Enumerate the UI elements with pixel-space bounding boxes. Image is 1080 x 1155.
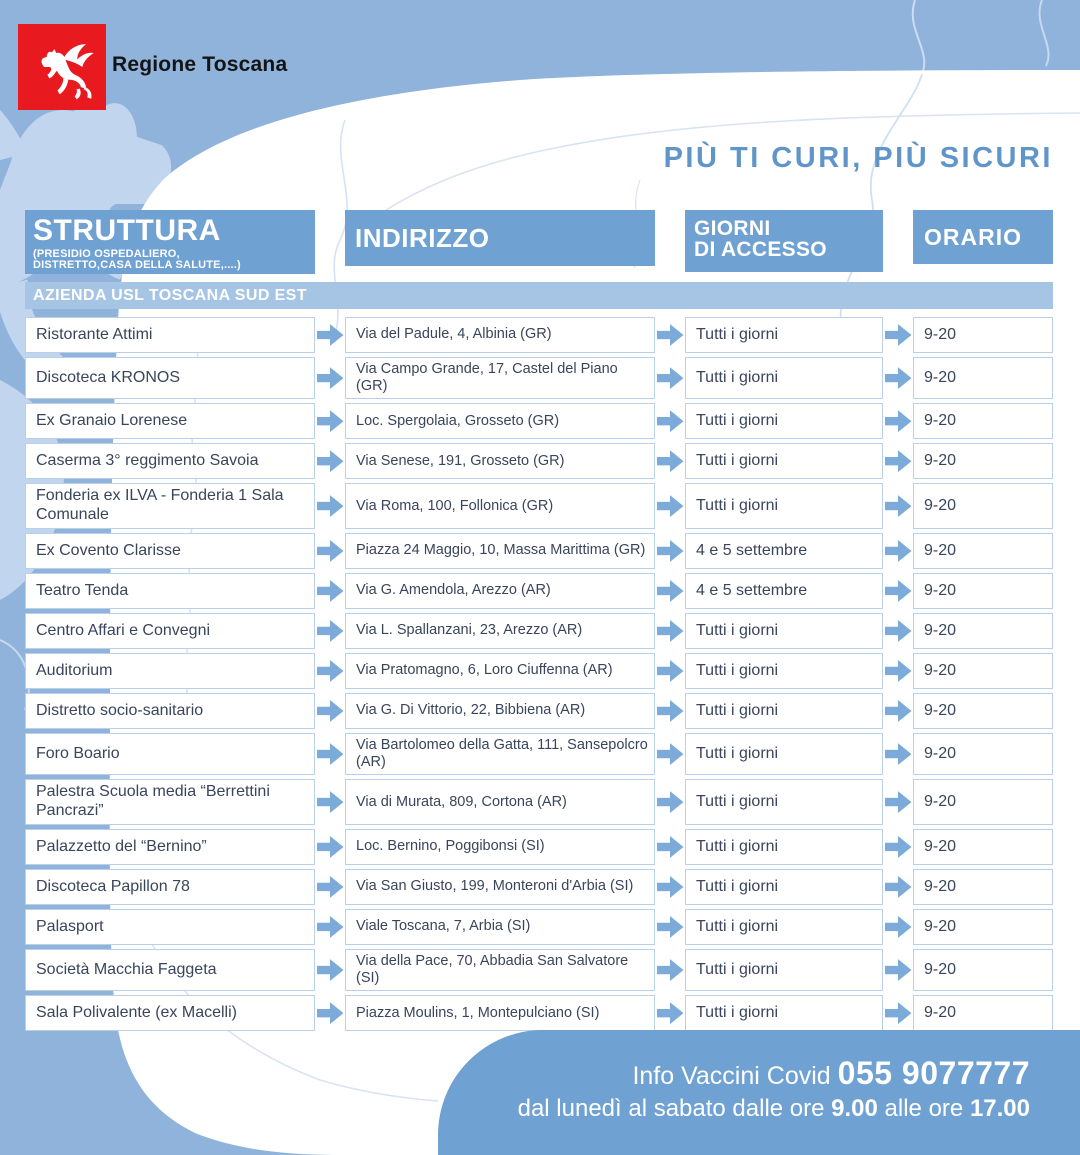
indirizzo-cell: Via Senese, 191, Grosseto (GR) [345, 443, 655, 479]
indirizzo-cell: Via G. Di Vittorio, 22, Bibbiena (AR) [345, 693, 655, 729]
arrow-right-icon [885, 322, 912, 348]
orario-cell: 9-20 [913, 483, 1053, 529]
arrow-right-icon [885, 957, 912, 983]
indirizzo-cell: Viale Toscana, 7, Arbia (SI) [345, 909, 655, 945]
arrow-right-icon [885, 578, 912, 604]
arrow-right-icon [657, 741, 684, 767]
arrow-right-icon [885, 914, 912, 940]
arrow-right-icon [885, 698, 912, 724]
indirizzo-cell: Via Campo Grande, 17, Castel del Piano (GR) [345, 357, 655, 399]
giorni-cell: Tutti i giorni [685, 317, 883, 353]
arrow-right-icon [885, 408, 912, 434]
orario-cell: 9-20 [913, 909, 1053, 945]
table-row [25, 995, 1053, 1031]
table-row [25, 573, 1053, 609]
arrow-right-icon [657, 658, 684, 684]
arrow-right-icon [317, 448, 344, 474]
struttura-cell: Centro Affari e Convegni [25, 613, 315, 649]
struttura-cell: Discoteca Papillon 78 [25, 869, 315, 905]
table-row [25, 869, 1053, 905]
arrow-right-icon [317, 408, 344, 434]
regione-toscana-logo [18, 24, 106, 110]
giorni-cell: Tutti i giorni [685, 357, 883, 399]
table-row [25, 733, 1053, 775]
footer-info-box [438, 1030, 1080, 1155]
indirizzo-cell: Via di Murata, 809, Cortona (AR) [345, 779, 655, 825]
table-row [25, 443, 1053, 479]
arrow-right-icon [317, 322, 344, 348]
indirizzo-cell: Loc. Spergolaia, Grosseto (GR) [345, 403, 655, 439]
indirizzo-cell: Via G. Amendola, Arezzo (AR) [345, 573, 655, 609]
arrow-right-icon [317, 789, 344, 815]
table-body [25, 317, 1053, 1031]
arrow-right-icon [657, 914, 684, 940]
arrow-right-icon [317, 365, 344, 391]
giorni-cell: Tutti i giorni [685, 829, 883, 865]
footer-phone-number: 055 9077777 [837, 1055, 1030, 1091]
table-row [25, 357, 1053, 399]
table-row [25, 779, 1053, 825]
arrow-right-icon [657, 322, 684, 348]
arrow-right-icon [317, 658, 344, 684]
orario-cell: 9-20 [913, 653, 1053, 689]
column-header-giorni: GIORNI DI ACCESSO [685, 210, 883, 272]
giorni-cell: Tutti i giorni [685, 483, 883, 529]
arrow-right-icon [317, 618, 344, 644]
indirizzo-cell: Via Bartolomeo della Gatta, 111, Sansepolcro (AR) [345, 733, 655, 775]
giorni-cell: Tutti i giorni [685, 909, 883, 945]
orario-cell: 9-20 [913, 573, 1053, 609]
arrow-right-icon [657, 578, 684, 604]
struttura-cell: Discoteca KRONOS [25, 357, 315, 399]
column-header-orario: ORARIO [913, 210, 1053, 264]
orario-cell: 9-20 [913, 403, 1053, 439]
giorni-cell: Tutti i giorni [685, 653, 883, 689]
tagline: PIÙ TI CURI, PIÙ SICURI [663, 142, 1053, 174]
footer-info-label: Info Vaccini Covid [632, 1062, 831, 1090]
arrow-right-icon [317, 493, 344, 519]
brand-name: Regione Toscana [112, 53, 288, 76]
table-row [25, 403, 1053, 439]
arrow-right-icon [657, 408, 684, 434]
giorni-cell: Tutti i giorni [685, 693, 883, 729]
indirizzo-cell: Via L. Spallanzani, 23, Arezzo (AR) [345, 613, 655, 649]
struttura-cell: Ristorante Attimi [25, 317, 315, 353]
struttura-cell: Palazzetto del “Bernino” [25, 829, 315, 865]
table-row [25, 949, 1053, 991]
arrow-right-icon [885, 538, 912, 564]
arrow-right-icon [317, 698, 344, 724]
arrow-right-icon [657, 538, 684, 564]
indirizzo-cell: Via della Pace, 70, Abbadia San Salvatore (SI) [345, 949, 655, 991]
orario-cell: 9-20 [913, 317, 1053, 353]
orario-cell: 9-20 [913, 693, 1053, 729]
orario-cell: 9-20 [913, 733, 1053, 775]
column-header-indirizzo: INDIRIZZO [345, 210, 655, 266]
arrow-right-icon [885, 658, 912, 684]
arrow-right-icon [317, 914, 344, 940]
indirizzo-cell: Via del Padule, 4, Albinia (GR) [345, 317, 655, 353]
arrow-right-icon [317, 538, 344, 564]
struttura-cell: Società Macchia Faggeta [25, 949, 315, 991]
table-row [25, 533, 1053, 569]
orario-cell: 9-20 [913, 779, 1053, 825]
arrow-right-icon [657, 365, 684, 391]
arrow-right-icon [885, 741, 912, 767]
indirizzo-cell: Piazza 24 Maggio, 10, Massa Marittima (GR) [345, 533, 655, 569]
indirizzo-cell: Via Roma, 100, Follonica (GR) [345, 483, 655, 529]
struttura-cell: Palasport [25, 909, 315, 945]
orario-cell: 9-20 [913, 613, 1053, 649]
arrow-right-icon [657, 834, 684, 860]
struttura-cell: Ex Granaio Lorenese [25, 403, 315, 439]
column-header-struttura: STRUTTURA (PRESIDIO OSPEDALIERO, DISTRETTO,CASA DELLA SALUTE,....) [25, 210, 315, 274]
arrow-right-icon [885, 1000, 912, 1026]
struttura-cell: Sala Polivalente (ex Macelli) [25, 995, 315, 1031]
table-row [25, 653, 1053, 689]
arrow-right-icon [657, 493, 684, 519]
struttura-cell: Palestra Scuola media “Berrettini Pancrazi” [25, 779, 315, 825]
arrow-right-icon [317, 834, 344, 860]
giorni-cell: Tutti i giorni [685, 995, 883, 1031]
giorni-cell: 4 e 5 settembre [685, 573, 883, 609]
struttura-cell: Auditorium [25, 653, 315, 689]
arrow-right-icon [885, 874, 912, 900]
table-row [25, 613, 1053, 649]
arrow-right-icon [317, 741, 344, 767]
giorni-cell: Tutti i giorni [685, 949, 883, 991]
orario-cell: 9-20 [913, 533, 1053, 569]
table-row [25, 909, 1053, 945]
indirizzo-cell: Loc. Bernino, Poggibonsi (SI) [345, 829, 655, 865]
pegasus-icon [29, 34, 95, 100]
orario-cell: 9-20 [913, 995, 1053, 1031]
arrow-right-icon [657, 874, 684, 900]
arrow-right-icon [885, 448, 912, 474]
table-row [25, 483, 1053, 529]
footer-hours-line: dal lunedì al sabato dalle ore 9.00 alle ore 17.00 [517, 1095, 1030, 1122]
arrow-right-icon [657, 698, 684, 724]
orario-cell: 9-20 [913, 829, 1053, 865]
struttura-cell: Foro Boario [25, 733, 315, 775]
struttura-cell: Teatro Tenda [25, 573, 315, 609]
giorni-cell: Tutti i giorni [685, 613, 883, 649]
arrow-right-icon [885, 618, 912, 644]
table-row [25, 693, 1053, 729]
giorni-cell: Tutti i giorni [685, 733, 883, 775]
arrow-right-icon [657, 789, 684, 815]
giorni-cell: Tutti i giorni [685, 779, 883, 825]
arrow-right-icon [885, 789, 912, 815]
arrow-right-icon [885, 365, 912, 391]
indirizzo-cell: Via Pratomagno, 6, Loro Ciuffenna (AR) [345, 653, 655, 689]
orario-cell: 9-20 [913, 869, 1053, 905]
indirizzo-cell: Via San Giusto, 199, Monteroni d'Arbia (SI) [345, 869, 655, 905]
vaccination-sites-table [25, 210, 1053, 1031]
section-band-azienda: AZIENDA USL TOSCANA SUD EST [25, 282, 1053, 309]
arrow-right-icon [317, 874, 344, 900]
table-row [25, 829, 1053, 865]
orario-cell: 9-20 [913, 949, 1053, 991]
giorni-cell: Tutti i giorni [685, 443, 883, 479]
giorni-cell: 4 e 5 settembre [685, 533, 883, 569]
arrow-right-icon [317, 1000, 344, 1026]
arrow-right-icon [317, 957, 344, 983]
table-header-row [25, 210, 1053, 274]
struttura-cell: Caserma 3° reggimento Savoia [25, 443, 315, 479]
struttura-cell: Ex Covento Clarisse [25, 533, 315, 569]
arrow-right-icon [657, 448, 684, 474]
arrow-right-icon [657, 957, 684, 983]
arrow-right-icon [317, 578, 344, 604]
orario-cell: 9-20 [913, 357, 1053, 399]
footer-phone-line [438, 1055, 1030, 1092]
arrow-right-icon [885, 493, 912, 519]
giorni-cell: Tutti i giorni [685, 869, 883, 905]
arrow-right-icon [657, 1000, 684, 1026]
struttura-cell: Distretto socio-sanitario [25, 693, 315, 729]
arrow-right-icon [657, 618, 684, 644]
struttura-cell: Fonderia ex ILVA - Fonderia 1 Sala Comunale [25, 483, 315, 529]
indirizzo-cell: Piazza Moulins, 1, Montepulciano (SI) [345, 995, 655, 1031]
orario-cell: 9-20 [913, 443, 1053, 479]
table-row [25, 317, 1053, 353]
arrow-right-icon [885, 834, 912, 860]
giorni-cell: Tutti i giorni [685, 403, 883, 439]
